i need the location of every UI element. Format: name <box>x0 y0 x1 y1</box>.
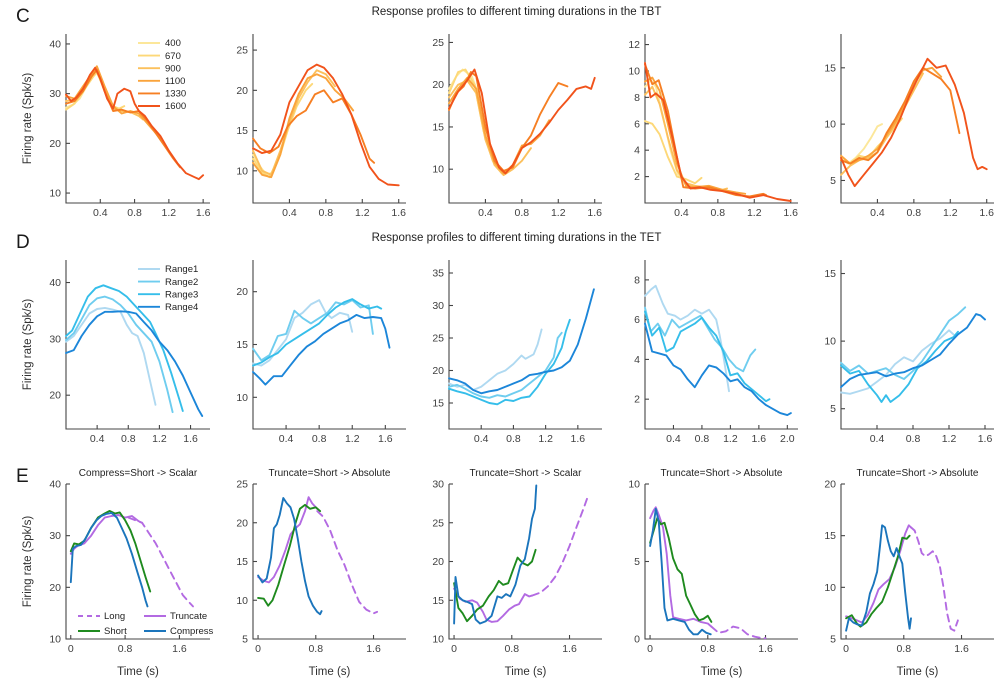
svg-text:1.2: 1.2 <box>152 433 167 445</box>
svg-text:20: 20 <box>236 84 248 97</box>
svg-text:1.2: 1.2 <box>941 433 957 445</box>
panel-c-charts <box>20 21 1003 230</box>
svg-text:1.6: 1.6 <box>783 207 799 219</box>
svg-text:1.2: 1.2 <box>746 207 762 219</box>
series-Range4 <box>66 311 202 416</box>
svg-text:1.2: 1.2 <box>161 207 177 219</box>
series-Range1 <box>449 330 542 391</box>
series-Truncate <box>258 497 317 582</box>
svg-text:0.8: 0.8 <box>308 643 324 655</box>
chart-svg <box>412 247 608 451</box>
svg-text:Range1: Range1 <box>165 264 199 276</box>
series-Range4 <box>253 315 390 385</box>
chart-C3 <box>412 21 608 230</box>
svg-text:0.8: 0.8 <box>514 207 530 219</box>
panel-d-charts <box>20 247 1003 456</box>
svg-text:1.6: 1.6 <box>378 433 393 445</box>
panel-c-letter: C <box>16 6 30 27</box>
svg-text:0: 0 <box>843 643 849 655</box>
x-axis-label: Time (s) <box>700 666 743 678</box>
chart-D1 <box>20 247 216 456</box>
svg-text:5: 5 <box>634 556 640 568</box>
svg-text:0.8: 0.8 <box>506 433 521 445</box>
svg-text:0.8: 0.8 <box>710 207 726 219</box>
svg-text:1.6: 1.6 <box>570 433 586 445</box>
svg-text:15: 15 <box>824 62 836 75</box>
svg-text:5: 5 <box>242 633 248 646</box>
svg-text:15: 15 <box>432 594 444 607</box>
series-670 <box>645 121 702 183</box>
svg-text:Range2: Range2 <box>165 276 199 288</box>
chart-C5 <box>804 21 1000 230</box>
svg-text:1.2: 1.2 <box>538 433 553 445</box>
svg-text:0: 0 <box>647 643 653 655</box>
svg-text:10: 10 <box>49 187 61 200</box>
svg-text:0.8: 0.8 <box>120 433 136 445</box>
chart-title: Truncate=Short -> Absolute <box>856 468 979 479</box>
chart-E4 <box>608 464 804 685</box>
svg-text:25: 25 <box>236 44 248 57</box>
svg-text:0.8: 0.8 <box>504 643 520 655</box>
svg-text:1600: 1600 <box>165 101 187 113</box>
series-Range2 <box>449 333 562 398</box>
svg-text:1.6: 1.6 <box>977 433 993 445</box>
svg-text:2: 2 <box>634 393 640 406</box>
svg-text:0.4: 0.4 <box>666 433 681 445</box>
svg-text:35: 35 <box>432 267 444 280</box>
svg-text:30: 30 <box>432 300 444 312</box>
svg-text:Short: Short <box>104 626 127 638</box>
svg-text:20: 20 <box>236 286 248 299</box>
chart-svg <box>216 247 412 451</box>
series-Range4 <box>449 289 594 393</box>
svg-text:1.2: 1.2 <box>723 433 738 445</box>
chart-svg <box>804 247 1000 451</box>
chart-D2 <box>216 247 412 456</box>
panel-c-title: Response profiles to different timing durations in the TBT <box>371 6 662 18</box>
series-1330 <box>66 70 180 167</box>
series-Long <box>911 527 958 630</box>
svg-text:10: 10 <box>432 163 444 176</box>
chart-E5 <box>804 464 1000 685</box>
svg-text:30: 30 <box>49 530 61 543</box>
chart-E3 <box>412 464 608 685</box>
series-1100 <box>66 66 160 138</box>
svg-text:0.4: 0.4 <box>473 433 489 445</box>
svg-text:0: 0 <box>451 643 457 655</box>
svg-text:25: 25 <box>236 478 248 491</box>
svg-text:0.8: 0.8 <box>905 433 921 445</box>
svg-text:0: 0 <box>67 643 74 655</box>
svg-text:1.6: 1.6 <box>366 643 381 655</box>
svg-text:20: 20 <box>236 517 248 530</box>
svg-text:8: 8 <box>634 91 640 104</box>
svg-text:15: 15 <box>824 530 836 543</box>
svg-text:15: 15 <box>236 125 248 138</box>
svg-text:10: 10 <box>628 478 640 491</box>
svg-text:15: 15 <box>432 121 444 134</box>
svg-text:10: 10 <box>236 391 248 404</box>
chart-D5 <box>804 247 1000 456</box>
y-axis-label: Firing rate (Spk/s) <box>22 515 34 608</box>
chart-svg <box>216 21 412 225</box>
series-Long <box>532 497 588 595</box>
series-670 <box>253 84 312 177</box>
series-Compress <box>258 498 322 614</box>
svg-text:0.4: 0.4 <box>92 207 108 219</box>
series-Short <box>258 505 320 606</box>
svg-text:20: 20 <box>824 478 836 491</box>
svg-text:15: 15 <box>824 268 836 281</box>
chart-C2 <box>216 21 412 230</box>
svg-text:20: 20 <box>49 389 61 402</box>
svg-text:12: 12 <box>628 39 640 52</box>
chart-svg <box>608 247 804 451</box>
svg-text:20: 20 <box>432 79 444 92</box>
svg-text:1.6: 1.6 <box>172 643 187 655</box>
chart-svg <box>412 464 608 680</box>
svg-text:0.4: 0.4 <box>870 207 885 219</box>
svg-text:1330: 1330 <box>165 88 187 100</box>
series-1100 <box>449 78 549 173</box>
series-Long <box>711 627 765 639</box>
svg-text:1.6: 1.6 <box>979 207 995 219</box>
svg-text:Truncate: Truncate <box>170 611 208 623</box>
y-axis-label: Firing rate (Spk/s) <box>22 72 34 165</box>
chart-title: Truncate=Short -> Scalar <box>469 468 582 479</box>
svg-text:0: 0 <box>634 633 640 646</box>
svg-text:10: 10 <box>432 633 444 646</box>
x-axis-label: Time (s) <box>896 666 939 678</box>
chart-svg <box>804 464 1000 680</box>
svg-text:1100: 1100 <box>165 76 186 87</box>
series-Range2 <box>66 297 173 413</box>
x-axis-label: Time (s) <box>117 666 159 678</box>
svg-text:0: 0 <box>255 643 261 655</box>
svg-text:40: 40 <box>49 277 61 290</box>
chart-C4 <box>608 21 804 230</box>
svg-text:10: 10 <box>628 65 640 78</box>
svg-text:1.6: 1.6 <box>954 643 969 655</box>
chart-svg <box>608 464 804 680</box>
panel-c <box>0 4 1003 230</box>
svg-text:900: 900 <box>165 63 181 75</box>
series-Compress <box>454 486 536 624</box>
series-1330 <box>645 64 766 196</box>
svg-text:1.6: 1.6 <box>183 433 198 445</box>
svg-text:4: 4 <box>634 144 640 157</box>
svg-text:10: 10 <box>236 165 248 178</box>
svg-text:10: 10 <box>824 335 836 348</box>
series-1600 <box>841 59 987 186</box>
chart-title: Truncate=Short -> Absolute <box>268 468 391 479</box>
panel-d-letter: D <box>16 232 30 253</box>
svg-text:2.0: 2.0 <box>780 433 795 445</box>
svg-text:25: 25 <box>432 332 444 345</box>
chart-title: Compress=Short -> Scalar <box>78 468 198 479</box>
svg-text:10: 10 <box>236 594 248 607</box>
chart-svg <box>20 464 216 680</box>
svg-text:0.8: 0.8 <box>117 643 133 655</box>
series-Truncate <box>454 589 532 622</box>
svg-text:30: 30 <box>49 88 61 101</box>
svg-text:400: 400 <box>165 38 181 50</box>
svg-text:0.8: 0.8 <box>318 207 334 219</box>
svg-text:1.2: 1.2 <box>344 433 360 445</box>
svg-text:5: 5 <box>830 174 836 187</box>
svg-text:5: 5 <box>830 403 836 416</box>
svg-text:1.6: 1.6 <box>751 433 767 445</box>
series-Range1 <box>645 286 729 391</box>
svg-text:30: 30 <box>432 478 444 491</box>
series-Long <box>317 511 377 613</box>
svg-text:Long: Long <box>104 611 126 623</box>
svg-text:0.4: 0.4 <box>478 207 493 219</box>
svg-text:20: 20 <box>49 137 61 150</box>
x-axis-label: Time (s) <box>308 666 351 678</box>
series-Range2 <box>841 307 965 379</box>
svg-text:5: 5 <box>830 633 836 646</box>
series-900 <box>253 70 335 175</box>
chart-title: Truncate=Short -> Absolute <box>660 468 783 479</box>
series-Range2 <box>253 300 373 360</box>
svg-text:25: 25 <box>432 36 444 49</box>
svg-text:6: 6 <box>634 118 640 131</box>
svg-text:15: 15 <box>432 397 444 410</box>
chart-svg <box>216 464 412 680</box>
svg-text:0.8: 0.8 <box>906 207 922 219</box>
svg-text:0.8: 0.8 <box>694 433 710 445</box>
chart-E1 <box>20 464 216 685</box>
svg-text:0.8: 0.8 <box>896 643 912 655</box>
svg-text:10: 10 <box>824 581 836 594</box>
svg-text:0.4: 0.4 <box>869 433 885 445</box>
svg-text:2: 2 <box>634 171 640 184</box>
panel-e-charts <box>20 464 1003 685</box>
chart-D4 <box>608 247 804 456</box>
svg-text:1.2: 1.2 <box>550 207 566 219</box>
svg-text:Compress: Compress <box>170 626 214 638</box>
svg-text:6: 6 <box>634 314 640 327</box>
svg-text:0.4: 0.4 <box>278 433 294 445</box>
panel-e-letter: E <box>16 466 29 487</box>
series-Long <box>129 518 194 607</box>
svg-text:40: 40 <box>49 478 61 491</box>
series-900 <box>645 87 727 190</box>
svg-text:1.6: 1.6 <box>562 643 577 655</box>
series-Short <box>846 536 910 627</box>
svg-text:1.6: 1.6 <box>391 207 407 219</box>
series-Range3 <box>253 299 381 366</box>
chart-svg <box>412 21 608 225</box>
svg-text:1.6: 1.6 <box>195 207 211 219</box>
svg-text:15: 15 <box>236 339 248 351</box>
svg-text:1.2: 1.2 <box>942 207 958 219</box>
chart-E2 <box>216 464 412 685</box>
svg-text:0.4: 0.4 <box>674 207 689 219</box>
svg-text:1.6: 1.6 <box>587 207 603 219</box>
panel-d-title: Response profiles to different timing durations in the TET <box>371 232 662 244</box>
svg-text:0.8: 0.8 <box>311 433 327 445</box>
series-900 <box>449 81 531 176</box>
series-1100 <box>841 68 941 164</box>
series-Range2 <box>645 308 755 372</box>
series-Short <box>71 511 150 592</box>
y-axis-label: Firing rate (Spk/s) <box>22 298 34 391</box>
svg-text:8: 8 <box>634 274 640 287</box>
svg-text:0.8: 0.8 <box>700 643 716 655</box>
svg-text:0.4: 0.4 <box>282 207 297 219</box>
svg-text:30: 30 <box>49 333 61 346</box>
chart-D3 <box>412 247 608 456</box>
svg-text:25: 25 <box>432 517 444 530</box>
chart-svg <box>804 21 1000 225</box>
svg-text:Range3: Range3 <box>165 289 199 301</box>
svg-text:0.4: 0.4 <box>89 433 105 445</box>
svg-text:15: 15 <box>236 556 248 568</box>
svg-text:20: 20 <box>49 581 61 594</box>
series-670 <box>66 71 124 109</box>
svg-text:4: 4 <box>634 353 640 366</box>
panel-e <box>0 464 1003 689</box>
panel-d <box>0 230 1003 456</box>
svg-text:1.2: 1.2 <box>354 207 370 219</box>
series-Compress <box>71 513 148 607</box>
svg-text:40: 40 <box>49 38 61 51</box>
svg-text:1.6: 1.6 <box>758 643 773 655</box>
svg-text:10: 10 <box>49 633 61 646</box>
chart-C1 <box>20 21 216 230</box>
chart-svg <box>20 247 216 451</box>
chart-svg <box>20 21 216 225</box>
svg-text:670: 670 <box>165 50 181 62</box>
svg-text:20: 20 <box>432 556 444 568</box>
chart-svg <box>608 21 804 225</box>
svg-text:Range4: Range4 <box>165 302 199 313</box>
svg-text:0.8: 0.8 <box>127 207 142 219</box>
svg-text:10: 10 <box>824 118 836 131</box>
x-axis-label: Time (s) <box>504 666 547 678</box>
svg-text:20: 20 <box>432 365 444 377</box>
